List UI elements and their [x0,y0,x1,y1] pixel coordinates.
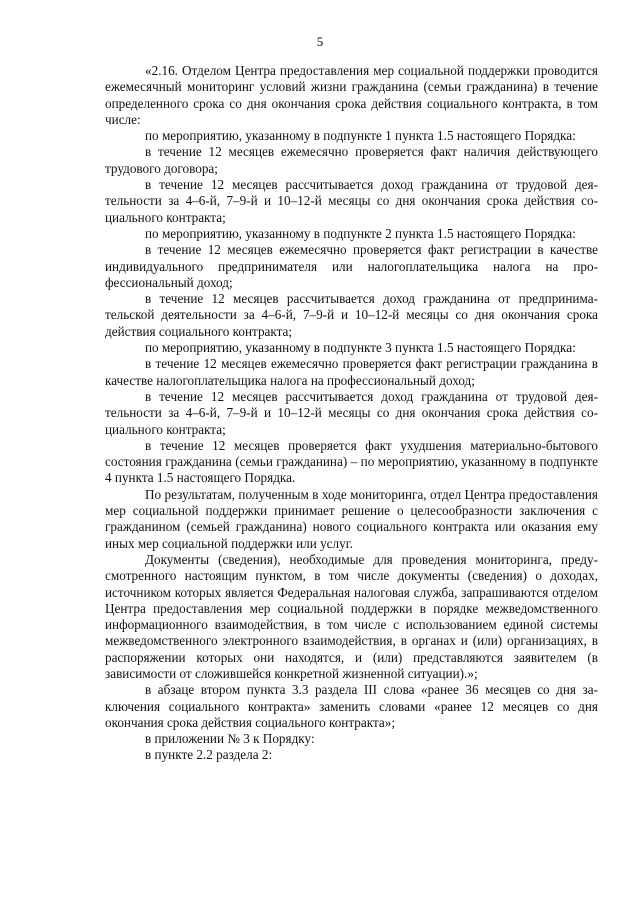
document-body [105,63,598,764]
paragraph-business-income-calc: в течение 12 месяцев рассчитывается доход гражданина от предпринимательской деятельности за 4–6-й, 7–9-й и 10–12-й месяцы со дня окончания срока действия социального контракта; [105,291,598,339]
paragraph-2-16-intro: «2.16. Отделом Центра предоставления мер социальной поддержки проводится ежемесячный мониторинг условий жизни гражданина (семьи гражданина) в течение определенного срока со дня окончания срока действия социального контракта, в том числе: [105,63,598,127]
paragraph-labor-income-calc-2: в течение 12 месяцев рассчитывается доход гражданина от трудовой деятельности за 4–6-й, 7–9-й и 10–12-й месяцы со дня окончания срока действия социального контракта; [105,388,598,437]
paragraph-measure-1: по мероприятию, указанному в подпункте 1 пункта 1.5 настоящего Порядка: [145,128,576,144]
paragraph-self-employed-registration-check: в течение 12 месяцев ежемесячно проверяется факт регистрации гражданина в качестве налогоплательщика налога на профессиональный доход; [105,356,598,388]
page-number: 5 [316,34,324,49]
paragraph-measure-2: по мероприятию, указанному в подпункте 2 пункта 1.5 настоящего Порядка: [145,225,576,241]
paragraph-section-3-3-amendment: в абзаце втором пункта 3.3 раздела III слова «ранее 36 месяцев со дня заключения социального контракта» заменить словами «ранее 12 месяцев со дня окончания срока действия социального контракта»; [105,682,598,730]
paragraph-point-2-2: в пункте 2.2 раздела 2: [145,747,273,763]
paragraph-labor-income-calc: в течение 12 месяцев рассчитывается доход гражданина от трудовой деятельности за 4–6-й, 7–9-й и 10–12-й месяцы со дня окончания срока действия социального контракта; [105,177,598,225]
paragraph-appendix-3: в приложении № 3 к Порядку: [145,731,315,747]
paragraph-living-conditions-check: в течение 12 месяцев проверяется факт ухудшения материально-бытового состояния гражданина (семьи гражданина) – по мероприятию, указанному в подпункте 4 пункта 1.5 настоящего Порядка. [105,437,598,486]
paragraph-monitoring-results: По результатам, полученным в ходе мониторинга, отдел Центра предоставления мер социальной поддержки принимает решение о целесообразности заключения с гражданином (семьей гражданина) нового социального контракта или оказания ему иных мер социальной поддержки или услуг. [105,486,598,551]
paragraph-employment-contract-check: в течение 12 месяцев ежемесячно проверяется факт наличия действующего трудового договора; [105,144,598,176]
paragraph-documents-requests: Документы (сведения), необходимые для проведения мониторинга, предусмотренного настоящим пунктом, в том числе документы (сведения) о доходах, источником которых является Федеральная налоговая служба, запрашиваются отделом Центра предоставления мер социальной поддержки в порядке межведомственного информационного взаимодействия, в том числе с использованием единой системы межведомственного электронного взаимодействия, в органах и (или) организациях, в распоряжении которых они находятся, и (или) представляются заявителем (в зависимости от сложившейся конкретной жизненной ситуации).»; [105,551,598,681]
paragraph-measure-3: по мероприятию, указанному в подпункте 3 пункта 1.5 настоящего Порядка: [145,340,576,356]
paragraph-entrepreneur-registration-check: в течение 12 месяцев ежемесячно проверяется факт регистрации в качестве индивидуального предпринимателя или налогоплательщика налога на профессиональный доход; [105,242,598,290]
